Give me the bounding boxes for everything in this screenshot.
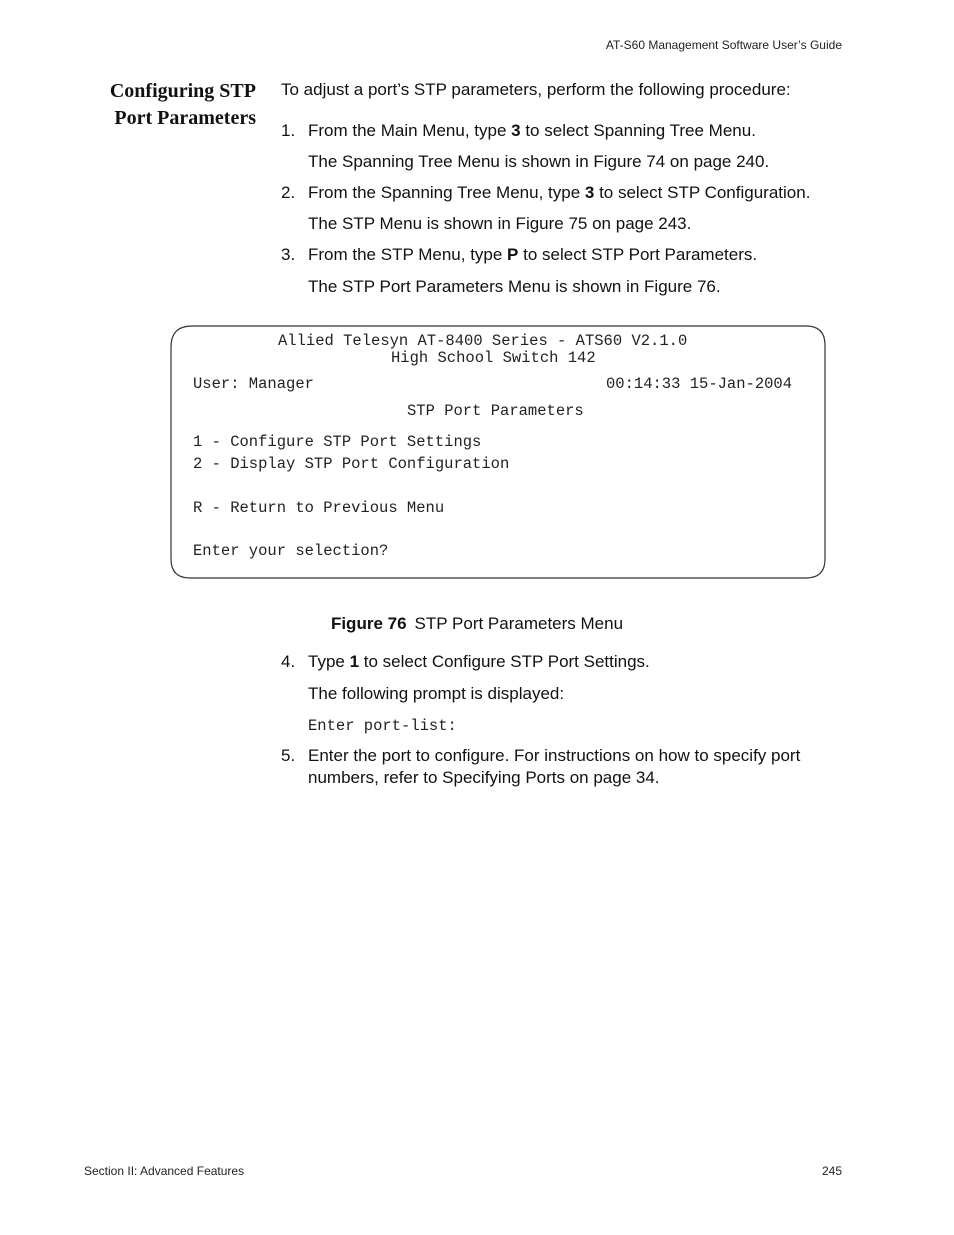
step-1-note: The Spanning Tree Menu is shown in Figure 74 on page 240.	[308, 152, 770, 171]
terminal-screen	[170, 325, 826, 579]
footer-section: Section II: Advanced Features	[84, 1164, 245, 1178]
page-number: 245	[821, 1164, 842, 1178]
step-5: 5. Enter the port to configure. For instructions on how to specify port	[281, 746, 801, 765]
figure-caption	[0, 614, 954, 634]
key-highlight: 1	[349, 652, 360, 671]
terminal-timestamp: 00:14:33 15-Jan-2004	[606, 375, 793, 393]
figure-label: Figure 76	[330, 614, 407, 633]
key-highlight: P	[507, 245, 519, 264]
section-heading	[84, 78, 256, 132]
menu-option-1[interactable]: 1 - Configure STP Port Settings	[193, 433, 482, 451]
step-3-note: The STP Port Parameters Menu is shown in Figure 76.	[308, 277, 721, 296]
terminal-menu-title: STP Port Parameters	[407, 402, 584, 420]
step-2-note: The STP Menu is shown in Figure 75 on page 243.	[308, 214, 692, 233]
step-number: 5.	[281, 746, 296, 765]
step-number: 4.	[281, 652, 296, 671]
terminal-banner: Allied Telesyn AT-8400 Series - ATS60 V2.1.0	[278, 332, 688, 350]
key-highlight: 3	[584, 183, 595, 202]
step-number: 1.	[281, 121, 296, 140]
figure-caption-text: STP Port Parameters Menu	[414, 614, 624, 633]
menu-option-return[interactable]: R - Return to Previous Menu	[193, 499, 445, 517]
running-header: AT-S60 Management Software User’s Guide	[605, 38, 842, 52]
terminal-prompt[interactable]: Enter your selection?	[193, 542, 389, 560]
terminal-user: User: Manager	[193, 375, 314, 393]
intro-paragraph: To adjust a port’s STP parameters, perform the following procedure:	[281, 80, 791, 99]
section-heading-line1: Configuring STP	[109, 80, 256, 102]
key-highlight: 3	[511, 121, 521, 140]
step-2: 2. From the Spanning Tree Menu, type 3 to select STP Configuration.	[281, 183, 811, 202]
section-heading-line2: Port Parameters	[114, 107, 256, 129]
step-number: 2.	[281, 183, 296, 202]
step-5-continuation: numbers, refer to Specifying Ports on page 34.	[308, 768, 660, 787]
step-1: 1. From the Main Menu, type 3 to select Spanning Tree Menu.	[281, 121, 756, 140]
port-list-prompt: Enter port-list:	[308, 717, 457, 735]
step-3: 3. From the STP Menu, type P to select STP Port Parameters.	[281, 245, 758, 264]
step-4: 4. Type 1 to select Configure STP Port Settings.	[281, 652, 650, 671]
terminal-switch-name: High School Switch 142	[391, 349, 596, 367]
step-number: 3.	[281, 245, 296, 264]
step-4-note: The following prompt is displayed:	[308, 684, 565, 703]
menu-option-2[interactable]: 2 - Display STP Port Configuration	[193, 455, 510, 473]
